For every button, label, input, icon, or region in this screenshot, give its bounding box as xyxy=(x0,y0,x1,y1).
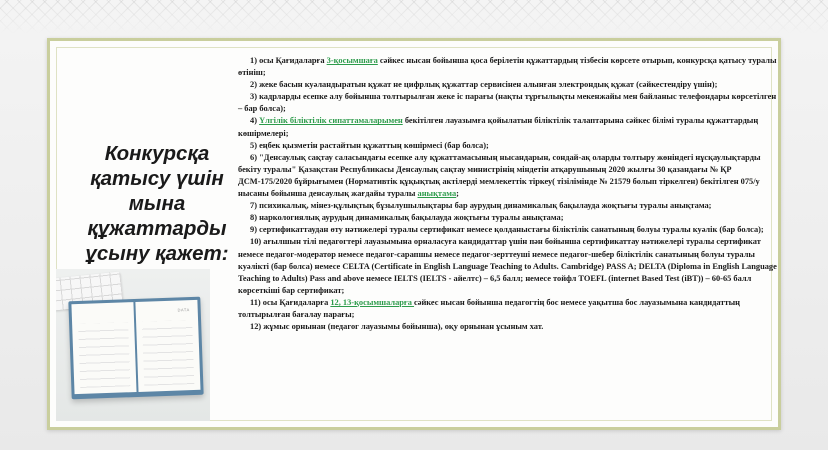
slide-frame xyxy=(47,38,781,430)
list-item: 11) осы Қағидаларға 12, 13-қосымшаларға сәйкес нысан бойынша педагогтің бос немесе уақытша бос лауазымына кандидаттың толтырылған бағалау парағы; xyxy=(238,297,740,319)
open-notebook-image xyxy=(68,297,203,400)
background-pattern xyxy=(0,0,828,34)
list-item: 1) осы Қағидаларға 3-қосымшаға сәйкес нысан бойынша қоса берілетін құжаттардың тізбесін көрсете отырып, конкурсқа қатысу туралы өтініш; xyxy=(238,56,777,78)
requirements-list xyxy=(238,55,778,333)
list-item: 8) наркологиялық аурудың динамикалық бақылауда жоқтығы туралы анықтама; xyxy=(250,213,564,223)
list-item: 10) ағылшын тілі педагогтері лауазымына орналасуға кандидаттар үшін пән бойынша сертификаттау нәтижелері туралы сертификат немесе педагог-модератор немесе педагог-сарапшы немесе педагог-зерттеуші немесе педагог-шебер біліктілік санатының болуы туралы куәлікті (бар болса) немесе CELTA (Certificate in English Language Teaching to Adults. Cambridge) PASS A; DELTA (Diploma in English Language Teaching to Adults) Pass and above немесе IELTS (IELTS - айелтс) – 6,5 балл; немесе тойфл TOEFL (internet Based Test (iBT)) – 60-65 балл көрсеткіші бар сертификат; xyxy=(238,237,777,295)
qualification-link[interactable]: Үлгілік біліктілік сипаттамаларымен xyxy=(259,116,403,126)
heading-line: Конкурсқа xyxy=(104,142,210,165)
heading-line: ұсыну қажет: xyxy=(85,242,229,265)
heading-line: құжаттарды xyxy=(87,217,227,240)
list-item: 9) сертификаттаудан өту нәтижелері туралы сертификат немесе қолданыстағы біліктілік санатының болуы туралы куәлік (бар болса); xyxy=(250,225,764,235)
list-item: 12) жұмыс орнынан (педагог лауазымы бойынша), оқу орнынан ұсыным хат. xyxy=(250,322,544,332)
list-item: 3) кадрларды есепке алу бойынша толтырылған жеке іс парағы (нақты тұрғылықты мекенжайы мен байланыс телефондары көрсетілген – бар болса); xyxy=(238,92,777,114)
list-item: 6) "Денсаулық сақтау саласындағы есепке алу құжаттамасының нысандарын, сондай-ақ оларды толтыру жөніндегі нұсқаулықтарды бекіту туралы" Қазақстан Республикасы Денсаулық сақтау министрінің міндетін атқарушының 2020 жылғы 30 қазандағы № ҚР ДСМ-175/2020 бұйрығымен (Нормативтік құқықтық актілерді мемлекеттік тіркеу( тізілімінде № 21579 болып тіркелген) бекітілген 075/у нысаны бойынша денсаулық жағдайы туралы анықтама; xyxy=(238,152,761,199)
list-item: 4) Үлгілік біліктілік сипаттамаларымен бекітілген лауазымға қойылатын біліктілік талаптарына сәйкес білімі туралы құжаттардың көшірмелері; xyxy=(238,116,759,138)
list-item: 5) еңбек қызметін растайтын құжаттың көшірмесі (бар болса); xyxy=(250,140,489,150)
heading-line: мына xyxy=(128,192,186,215)
notebook-left-page xyxy=(71,302,136,394)
certificate-link[interactable]: анықтама xyxy=(417,189,457,199)
page-date-label: DATA xyxy=(177,307,190,313)
list-item: 2) жеке басын куәландыратын құжат не цифрлық құжаттар сервисінен алынған электрондық құжат (сәйкестендіру үшін); xyxy=(250,80,718,90)
slide-heading xyxy=(62,141,252,266)
heading-line: қатысу үшін xyxy=(90,167,224,190)
appendices-link[interactable]: 12, 13-қосымшаларға xyxy=(330,297,415,307)
appendix-link[interactable]: 3-қосымшаға xyxy=(326,56,378,65)
list-item: 7) психикалық, мінез-құлықтық бұзылушылықтары бар аурудың динамикалық бақылауда жоқтығы туралы анықтама; xyxy=(250,201,712,211)
notebook-photo xyxy=(56,269,210,421)
notebook-right-page xyxy=(135,300,200,392)
